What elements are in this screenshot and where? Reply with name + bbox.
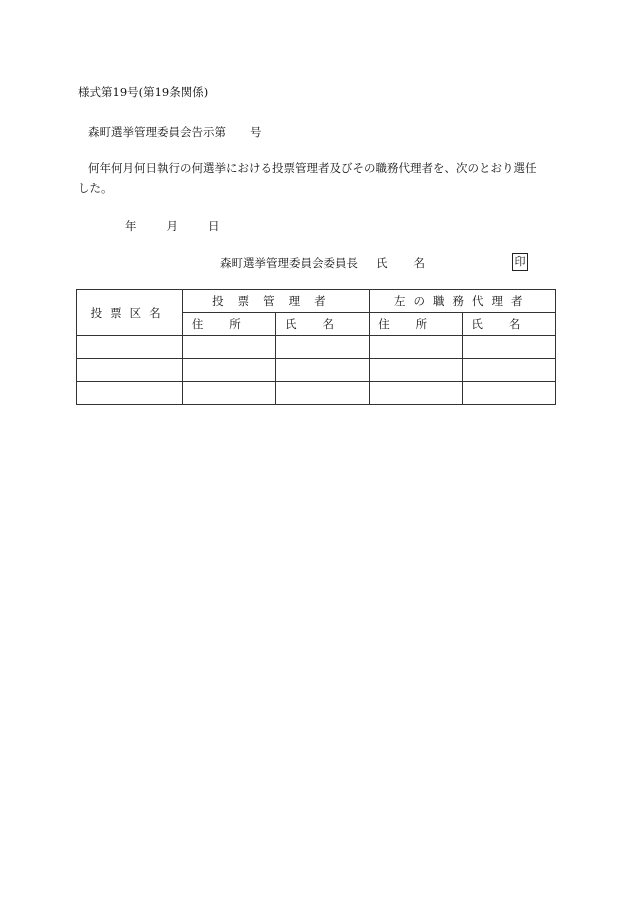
table-cell [462,359,555,382]
manager-name-header: 氏名 [276,313,369,336]
table-row [77,359,556,382]
appointment-table [76,289,556,405]
table-cell [276,336,369,359]
manager-header: 投票管理者 [183,290,369,313]
form-number: 様式第19号(第19条関係) [78,85,209,99]
table-cell [462,382,555,405]
table-cell [77,359,183,382]
table-cell [369,336,462,359]
deputy-header: 左の職務代理者 [369,290,555,313]
table-cell [77,382,183,405]
notice-title-text: 森町選挙管理委員会告示第 [88,125,226,139]
signer-title: 森町選挙管理委員会委員長 [220,256,358,270]
district-header: 投票区名 [77,290,183,336]
table-cell [77,336,183,359]
table-cell [276,382,369,405]
body-text-line-2: した。 [78,181,113,195]
table-row [77,382,556,405]
date-month: 月 [166,219,178,233]
signer-line [220,255,425,271]
deputy-address-header: 住所 [369,313,462,336]
table-row [77,336,556,359]
date-line [125,218,220,234]
table-cell [462,336,555,359]
signer-name-label-1: 氏 [376,256,388,270]
table-cell [183,336,276,359]
body-text-line-1: 何年何月何日執行の何選挙における投票管理者及びその職務代理者を、次のとおり選任 [88,161,537,175]
notice-number-suffix: 号 [250,125,262,139]
date-year: 年 [125,219,137,233]
seal-mark: 印 [512,253,528,271]
date-day: 日 [208,219,220,233]
deputy-name-header: 氏名 [462,313,555,336]
table-cell [369,382,462,405]
table-cell [183,382,276,405]
table-cell [183,359,276,382]
manager-address-header: 住所 [183,313,276,336]
table-cell [276,359,369,382]
notice-title [88,124,262,140]
table-cell [369,359,462,382]
signer-name-label-2: 名 [413,256,425,270]
